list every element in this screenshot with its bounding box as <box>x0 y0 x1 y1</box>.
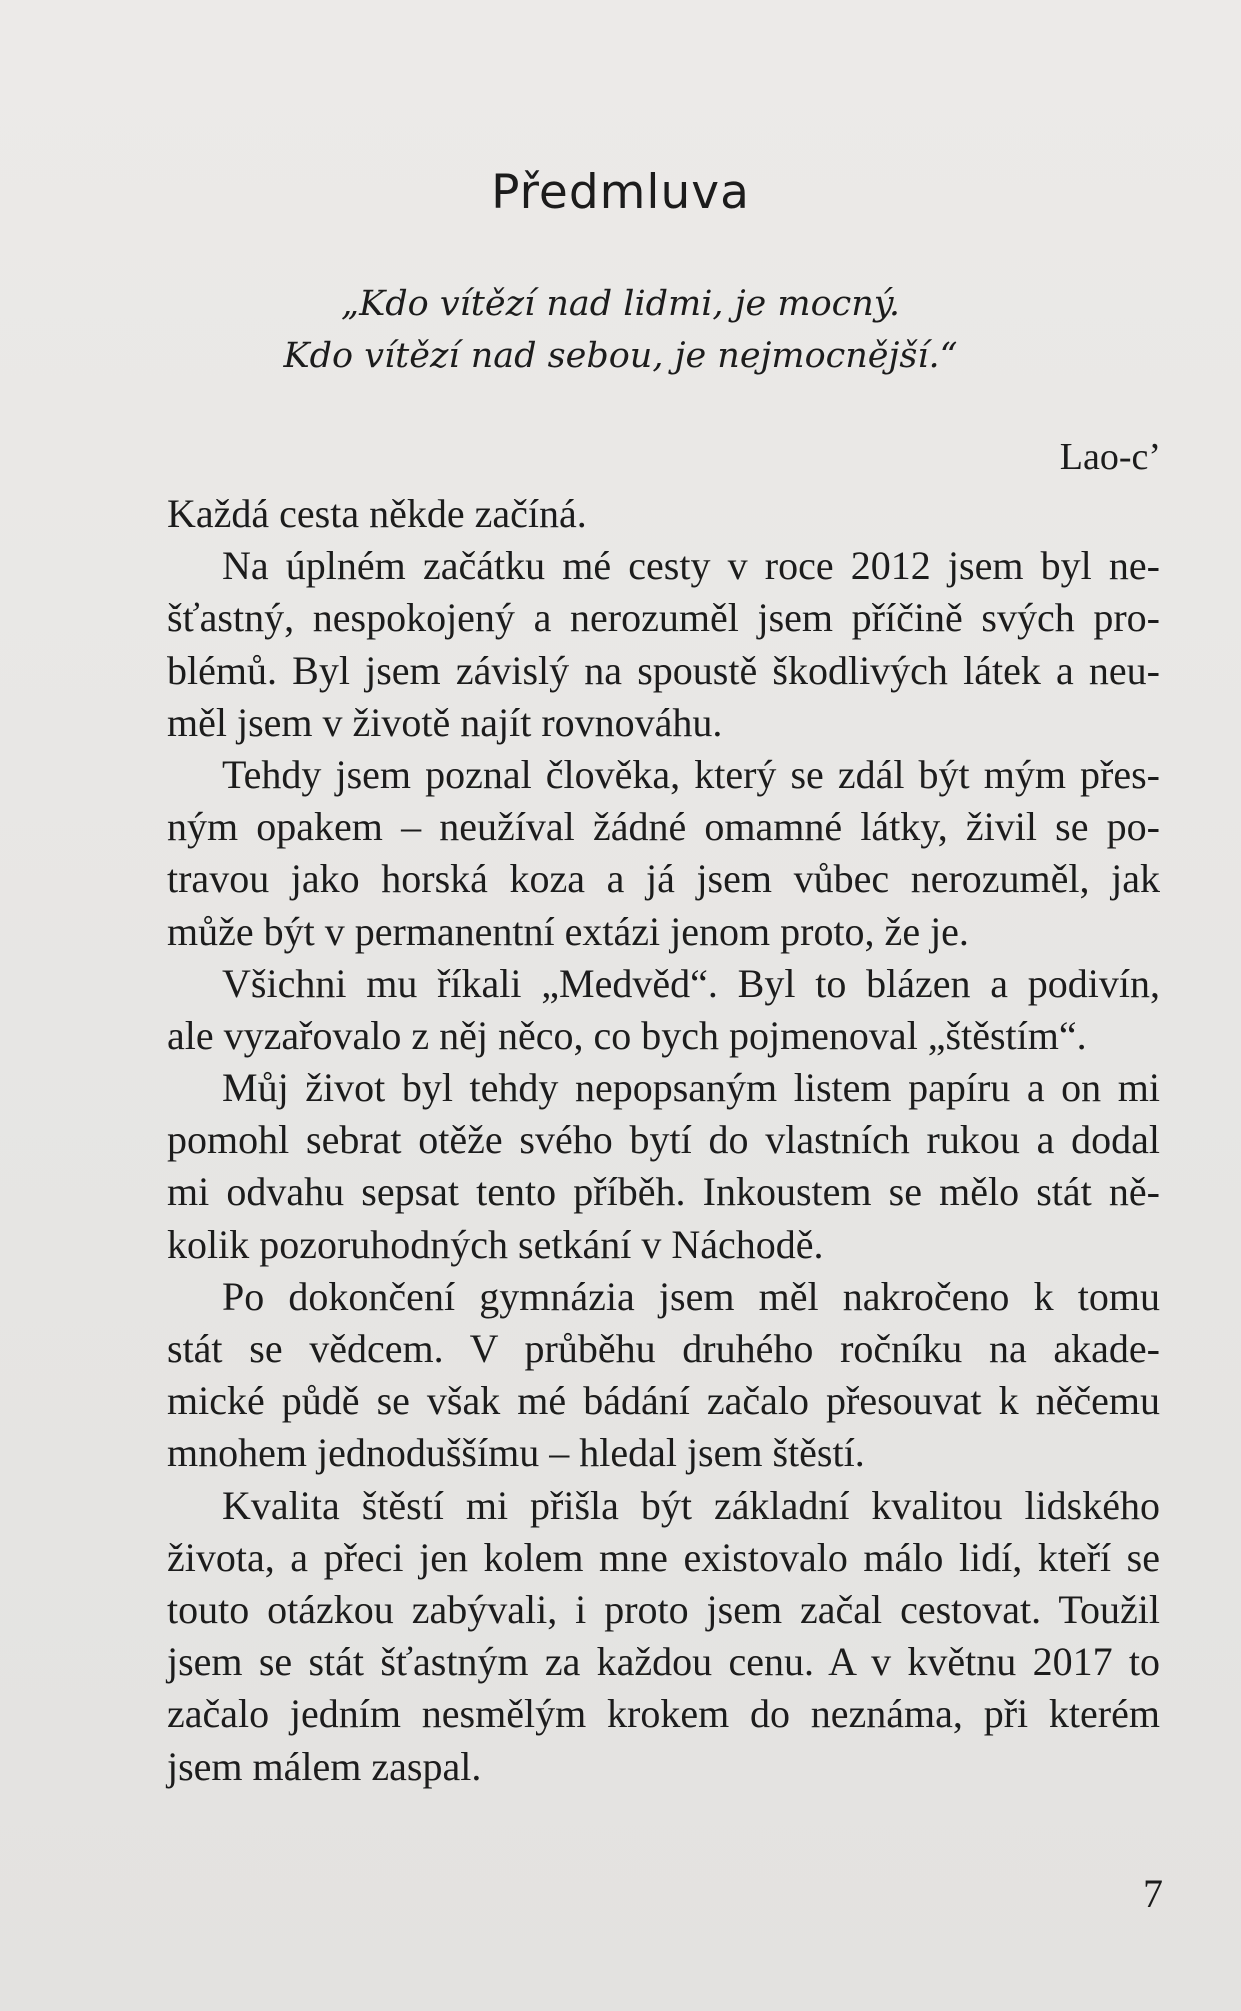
text-line: jsem se stát šťastným za každou cenu. A v květnu 2017 to <box>167 1639 1160 1685</box>
motto-line: Kdo vítězí nad sebou, je nejmocnější.“ <box>283 336 958 376</box>
text-line: může být v permanentní extázi jenom proto, že je. <box>167 908 969 954</box>
text-line: Po dokončení gymnázia jsem měl nakročeno k tomu <box>222 1273 1160 1319</box>
text-line: začalo jedním nesmělým krokem do neznáma, při kterém <box>167 1691 1160 1737</box>
text-line: ale vyzařovalo z něj něco, co bych pojmenoval „štěstím“. <box>167 1012 1087 1058</box>
text-line: Můj život byl tehdy nepopsaným listem papíru a on mi <box>222 1065 1160 1111</box>
text-line: Na úplném začátku mé cesty v roce 2012 jsem byl ne- <box>222 543 1160 589</box>
text-line: Tehdy jsem poznal člověka, který se zdál být mým přes- <box>222 751 1160 797</box>
chapter-title: Předmluva <box>491 165 750 220</box>
text-line: mi odvahu sepsat tento příběh. Inkoustem se mělo stát ně- <box>167 1169 1160 1215</box>
text-line: mnohem jednoduššímu – hledal jsem štěstí. <box>167 1430 865 1476</box>
motto-quote <box>0 278 1241 382</box>
page-number: 7 <box>1143 1871 1163 1916</box>
text-line: mické půdě se však mé bádání začalo přesouvat k něčemu <box>167 1378 1160 1424</box>
text-line: Každá cesta někde začíná. <box>167 491 587 536</box>
paragraph <box>167 749 1160 958</box>
paragraph <box>167 488 1160 540</box>
text-line: kolik pozoruhodných setkání v Náchodě. <box>167 1221 824 1267</box>
text-line: stát se vědcem. V průběhu druhého ročníku na akade- <box>167 1326 1160 1371</box>
body-text <box>167 488 1160 1793</box>
paragraph <box>167 1062 1160 1271</box>
text-line: měl jsem v životě najít rovnováhu. <box>167 699 723 745</box>
paragraph <box>167 1480 1160 1793</box>
text-line: života, a přeci jen kolem mne existovalo málo lidí, kteří se <box>167 1534 1160 1580</box>
text-line: pomohl sebrat otěže svého bytí do vlastních rukou a dodal <box>167 1117 1160 1163</box>
paragraph <box>167 540 1160 749</box>
text-line: travou jako horská koza a já jsem vůbec nerozuměl, jak <box>167 856 1160 902</box>
motto-author: Lao-c’ <box>1059 436 1161 478</box>
text-line: Všichni mu říkali „Medvěd“. Byl to blázen a podivín, <box>222 960 1160 1006</box>
text-line: šťastný, nespokojený a nerozuměl jsem příčině svých pro- <box>167 595 1160 641</box>
text-line: touto otázkou zabývali, i proto jsem začal cestovat. Toužil <box>167 1586 1160 1632</box>
paragraph <box>167 958 1160 1062</box>
text-line: jsem málem zaspal. <box>167 1743 482 1789</box>
paragraph <box>167 1271 1160 1480</box>
motto-line: „Kdo vítězí nad lidmi, je mocný. <box>340 284 901 324</box>
text-line: blémů. Byl jsem závislý na spoustě škodlivých látek a neu- <box>167 647 1160 693</box>
text-line: Kvalita štěstí mi přišla být základní kvalitou lidského <box>222 1482 1160 1528</box>
text-line: ným opakem – neužíval žádné omamné látky, živil se po- <box>167 804 1160 850</box>
